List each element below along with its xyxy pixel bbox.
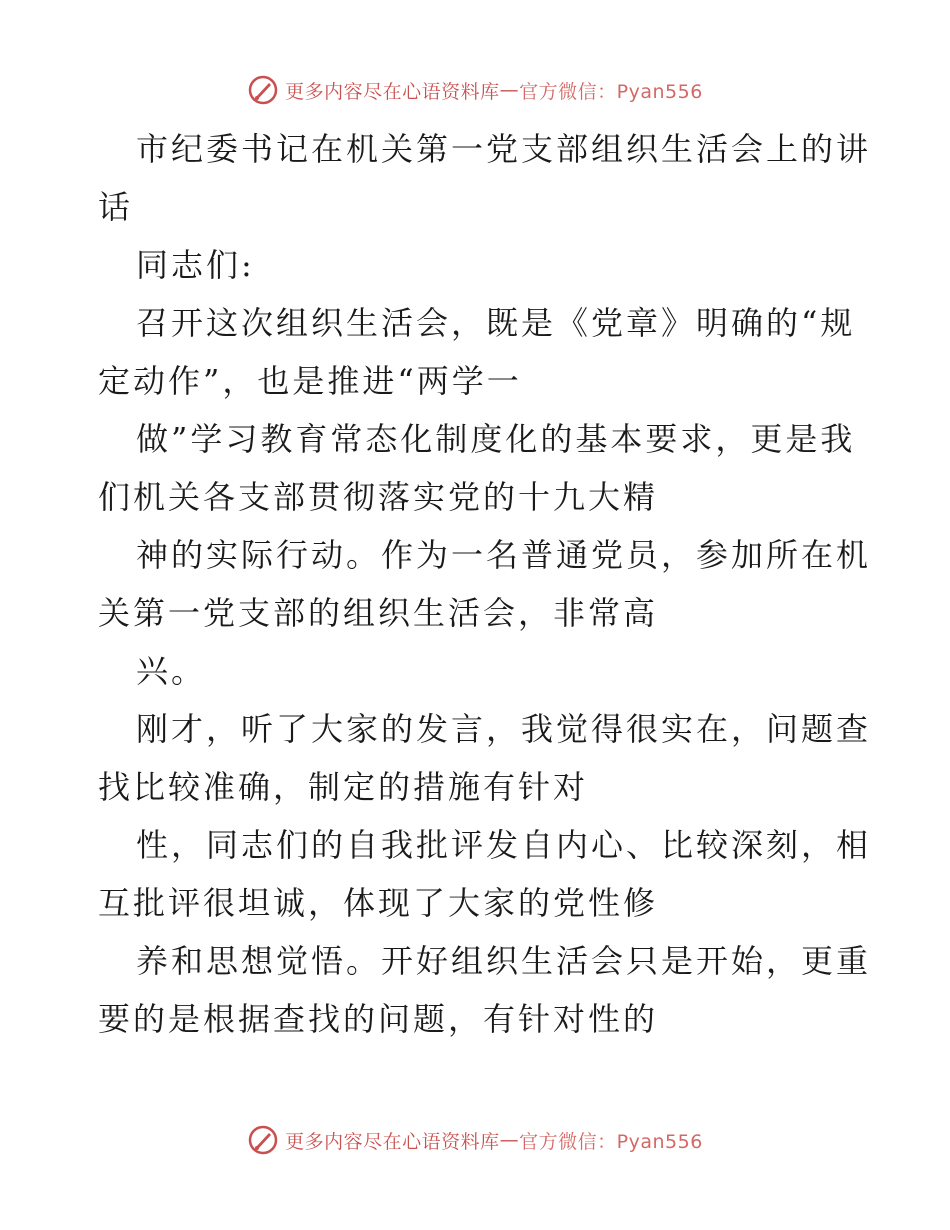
banner-contact: 官方微信：Pyan556 [519,1130,703,1153]
paragraph-line: 性，同志们的自我批评发自内心、比较深刻，相 [136,826,872,864]
quill-logo-icon [247,74,279,106]
paragraph-line: 们机关各支部贯彻落实党的十九大精 [98,478,659,516]
document-body [98,120,872,1048]
banner-contact: 官方微信：Pyan556 [519,80,703,103]
footer-banner [0,1120,950,1160]
paragraph-line: 刚才，听了大家的发言，我觉得很实在，问题查 [136,710,872,748]
header-banner [0,70,950,110]
paragraph-line: 做”学习教育常态化制度化的基本要求，更是我 [136,420,856,458]
title-line-2: 话 [98,188,134,226]
banner-dash: — [499,79,520,101]
paragraph-line: 要的是根据查找的问题，有针对性的 [98,1000,659,1038]
banner-dash: — [499,1129,520,1151]
paragraph-line: 定动作”，也是推进“两学一 [98,362,522,400]
quill-logo-icon [247,1124,279,1156]
paragraph-line: 神的实际行动。作为一名普通党员，参加所在机 [136,536,872,574]
banner-slogan: 更多内容尽在心语资料库 [285,1130,500,1153]
banner-slogan: 更多内容尽在心语资料库 [285,80,500,103]
paragraph-line: 兴。 [136,652,207,690]
paragraph-line: 找比较准确，制定的措施有针对 [98,768,589,806]
paragraph-line: 互批评很坦诚，体现了大家的党性修 [98,884,659,922]
paragraph-line: 关第一党支部的组织生活会，非常高 [98,594,659,632]
salutation: 同志们: [136,246,255,284]
paragraph-line: 召开这次组织生活会，既是《党章》明确的“规 [136,304,856,342]
paragraph-line: 养和思想觉悟。开好组织生活会只是开始，更重 [136,942,872,980]
title-line-1: 市纪委书记在机关第一党支部组织生活会上的讲 [136,130,872,168]
